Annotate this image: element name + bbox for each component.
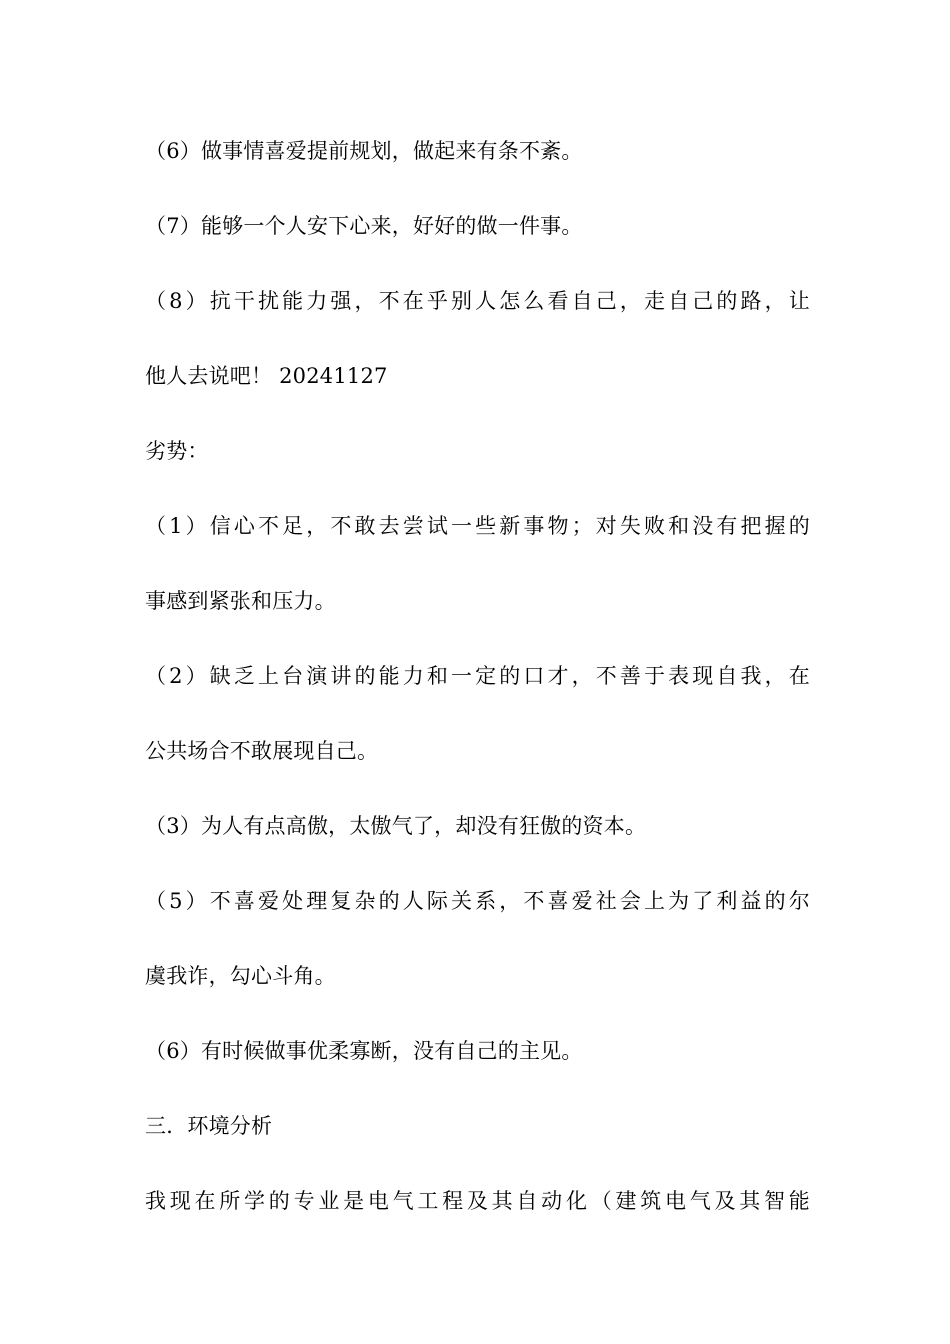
strength-item-6: （6）做事情喜爱提前规划，做起来有条不紊。	[145, 139, 583, 163]
weakness-item-2-line-1: （2）缺乏上台演讲的能力和一定的口才，不善于表现自我，在	[145, 664, 810, 688]
strength-item-8-line-1: （8）抗干扰能力强，不在乎别人怎么看自己，走自己的路，让	[145, 289, 810, 313]
section-heading-environment-analysis: 三．环境分析	[145, 1114, 273, 1138]
weakness-item-3: （3）为人有点高傲，太傲气了，却没有狂傲的资本。	[145, 814, 647, 838]
weakness-heading: 劣势：	[145, 439, 209, 463]
weakness-item-5-line-1: （5）不喜爱处理复杂的人际关系，不喜爱社会上为了利益的尔	[145, 889, 810, 913]
weakness-item-2-line-2: 公共场合不敢展现自己。	[145, 739, 379, 763]
weakness-item-1-line-2: 事感到紧张和压力。	[145, 589, 336, 613]
weakness-item-6: （6）有时候做事优柔寡断，没有自己的主见。	[145, 1039, 583, 1063]
weakness-item-1-line-1: （1）信心不足，不敢去尝试一些新事物；对失败和没有把握的	[145, 514, 810, 538]
environment-paragraph-line-1: 我现在所学的专业是电气工程及其自动化（建筑电气及其智能	[145, 1189, 810, 1213]
strength-item-8-line-2: 他人去说吧！ 20241127	[145, 364, 388, 388]
weakness-item-5-line-2: 虞我诈，勾心斗角。	[145, 964, 336, 988]
strength-item-7: （7）能够一个人安下心来，好好的做一件事。	[145, 214, 583, 238]
